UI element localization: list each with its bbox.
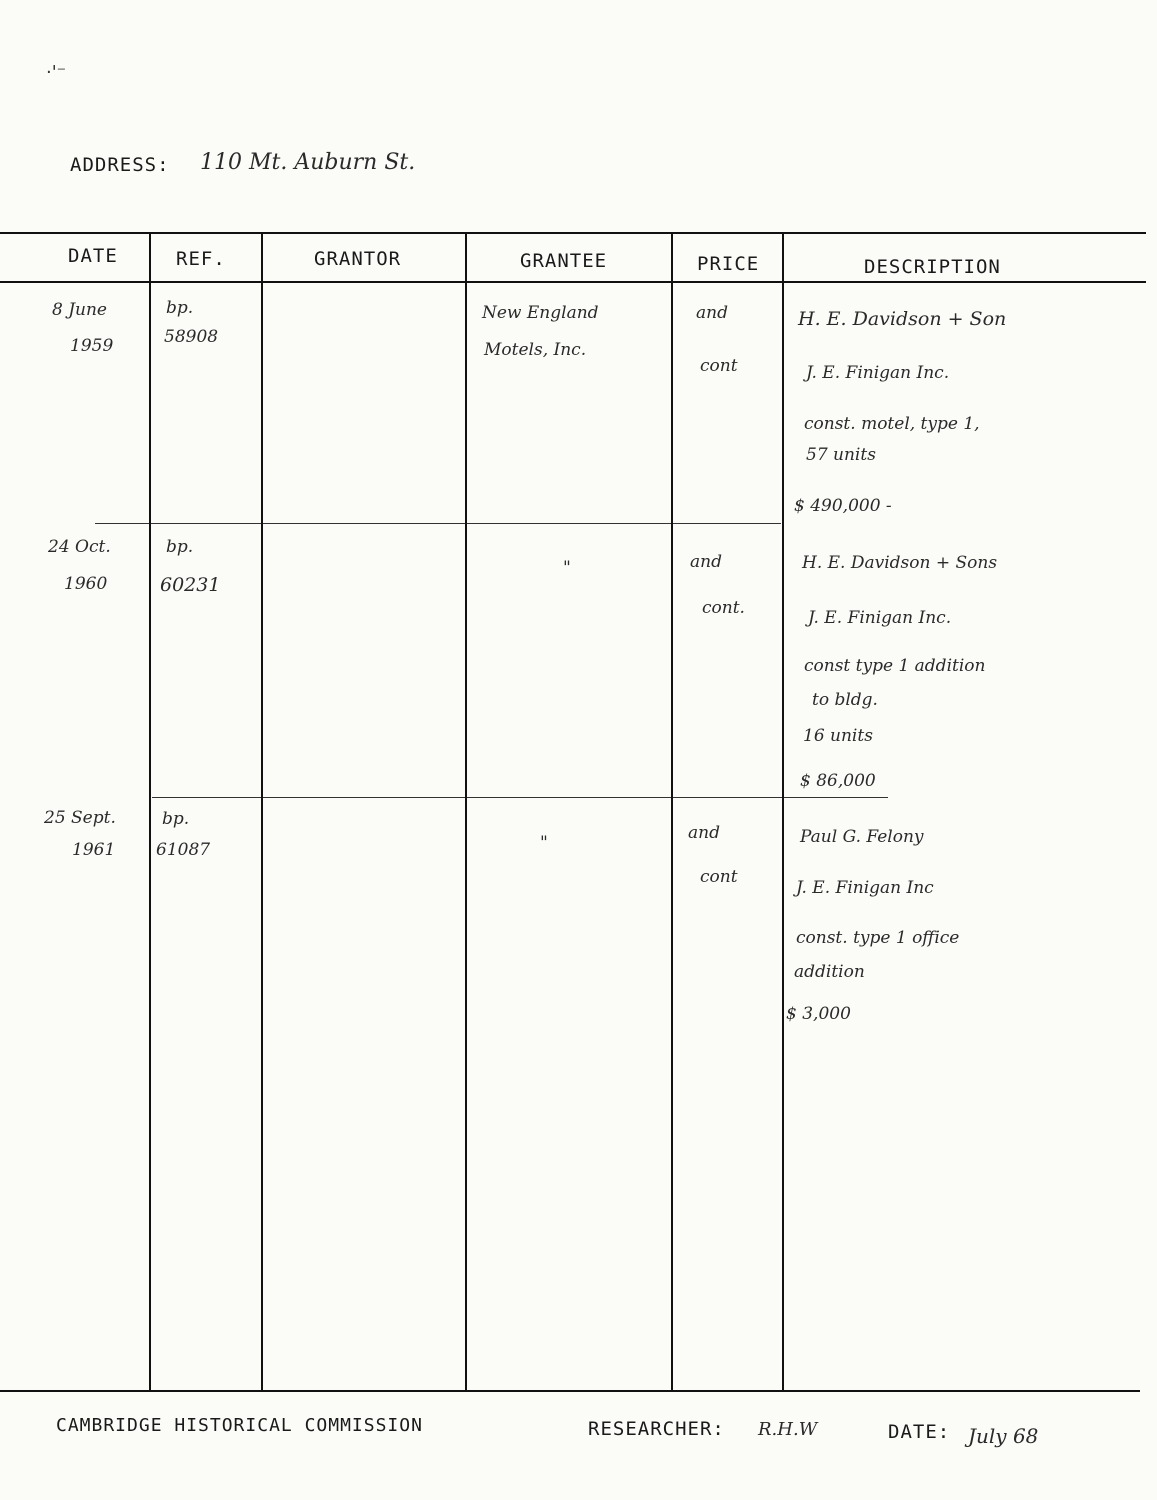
footer-commission: CAMBRIDGE HISTORICAL COMMISSION (56, 1415, 423, 1436)
row3-ref-number: 61087 (156, 840, 211, 860)
col-divider-date-ref (149, 233, 151, 1391)
row2-description-line4: to bldg. (812, 690, 878, 710)
row1-price-line1: and (696, 303, 728, 323)
row1-description-line5: $ 490,000 - (794, 496, 892, 516)
row1-grantee-line2: Motels, Inc. (484, 340, 587, 360)
row1-grantee-line1: New England (482, 303, 599, 323)
row2-description-line5: 16 units (803, 726, 873, 746)
col-divider-ref-grantor (261, 233, 263, 1391)
header-description: DESCRIPTION (864, 256, 1001, 278)
row2-date-day: 24 Oct. (48, 537, 111, 557)
corner-scribble: ·'⁻ (46, 62, 67, 83)
col-divider-grantee-price (671, 233, 673, 1391)
row3-price-line1: and (688, 823, 720, 843)
table-bottom-rule (0, 1390, 1140, 1392)
row2-description-line3: const type 1 addition (804, 656, 986, 676)
footer-date-value: July 68 (968, 1424, 1039, 1448)
row2-description-line1: H. E. Davidson + Sons (802, 553, 998, 573)
row1-description-line4: 57 units (806, 445, 876, 465)
row1-description-line2: J. E. Finigan Inc. (806, 363, 950, 383)
row3-description-line5: $ 3,000 (786, 1004, 851, 1024)
table-top-rule (0, 232, 1146, 234)
row1-date-day: 8 June (52, 300, 107, 320)
row1-price-line2: cont (700, 356, 738, 376)
header-ref: REF. (176, 248, 226, 270)
header-price: PRICE (697, 253, 760, 275)
row3-description-line2: J. E. Finigan Inc (796, 878, 934, 898)
row2-ref-type: bp. (166, 537, 194, 557)
row1-date-year: 1959 (70, 336, 114, 356)
row2-description-line2: J. E. Finigan Inc. (808, 608, 952, 628)
header-grantee: GRANTEE (520, 250, 608, 272)
row2-description-line6: $ 86,000 (800, 771, 876, 791)
footer-researcher-label: RESEARCHER: (588, 1418, 725, 1440)
footer-date-label: DATE: (888, 1421, 951, 1443)
row2-price-line1: and (690, 552, 722, 572)
row3-price-line2: cont (700, 867, 738, 887)
header-grantor: GRANTOR (314, 248, 402, 270)
row1-description-line1: H. E. Davidson + Son (798, 308, 1007, 330)
row3-description-line1: Paul G. Felony (800, 827, 924, 847)
row2-date-year: 1960 (64, 574, 108, 594)
footer-researcher-value: R.H.W (758, 1419, 818, 1440)
col-divider-price-description (782, 233, 784, 1391)
row1-description-line3: const. motel, type 1, (804, 414, 980, 434)
address-label: ADDRESS: (70, 154, 170, 176)
header-date: DATE (68, 245, 118, 267)
row2-price-line2: cont. (702, 598, 745, 618)
header-bottom-rule (0, 281, 1146, 283)
row3-date-day: 25 Sept. (44, 808, 116, 828)
row3-description-line3: const. type 1 office (796, 928, 960, 948)
row1-ref-number: 58908 (164, 327, 219, 347)
row2-grantee-ditto: " (563, 558, 571, 578)
row-divider-1 (95, 523, 781, 524)
row3-description-line4: addition (794, 962, 865, 982)
row3-grantee-ditto: " (540, 833, 548, 853)
row3-ref-type: bp. (162, 809, 190, 829)
row3-date-year: 1961 (72, 840, 116, 860)
row1-ref-type: bp. (166, 298, 194, 318)
col-divider-grantor-grantee (465, 233, 467, 1391)
row2-ref-number: 60231 (160, 574, 221, 596)
address-value: 110 Mt. Auburn St. (200, 150, 416, 175)
